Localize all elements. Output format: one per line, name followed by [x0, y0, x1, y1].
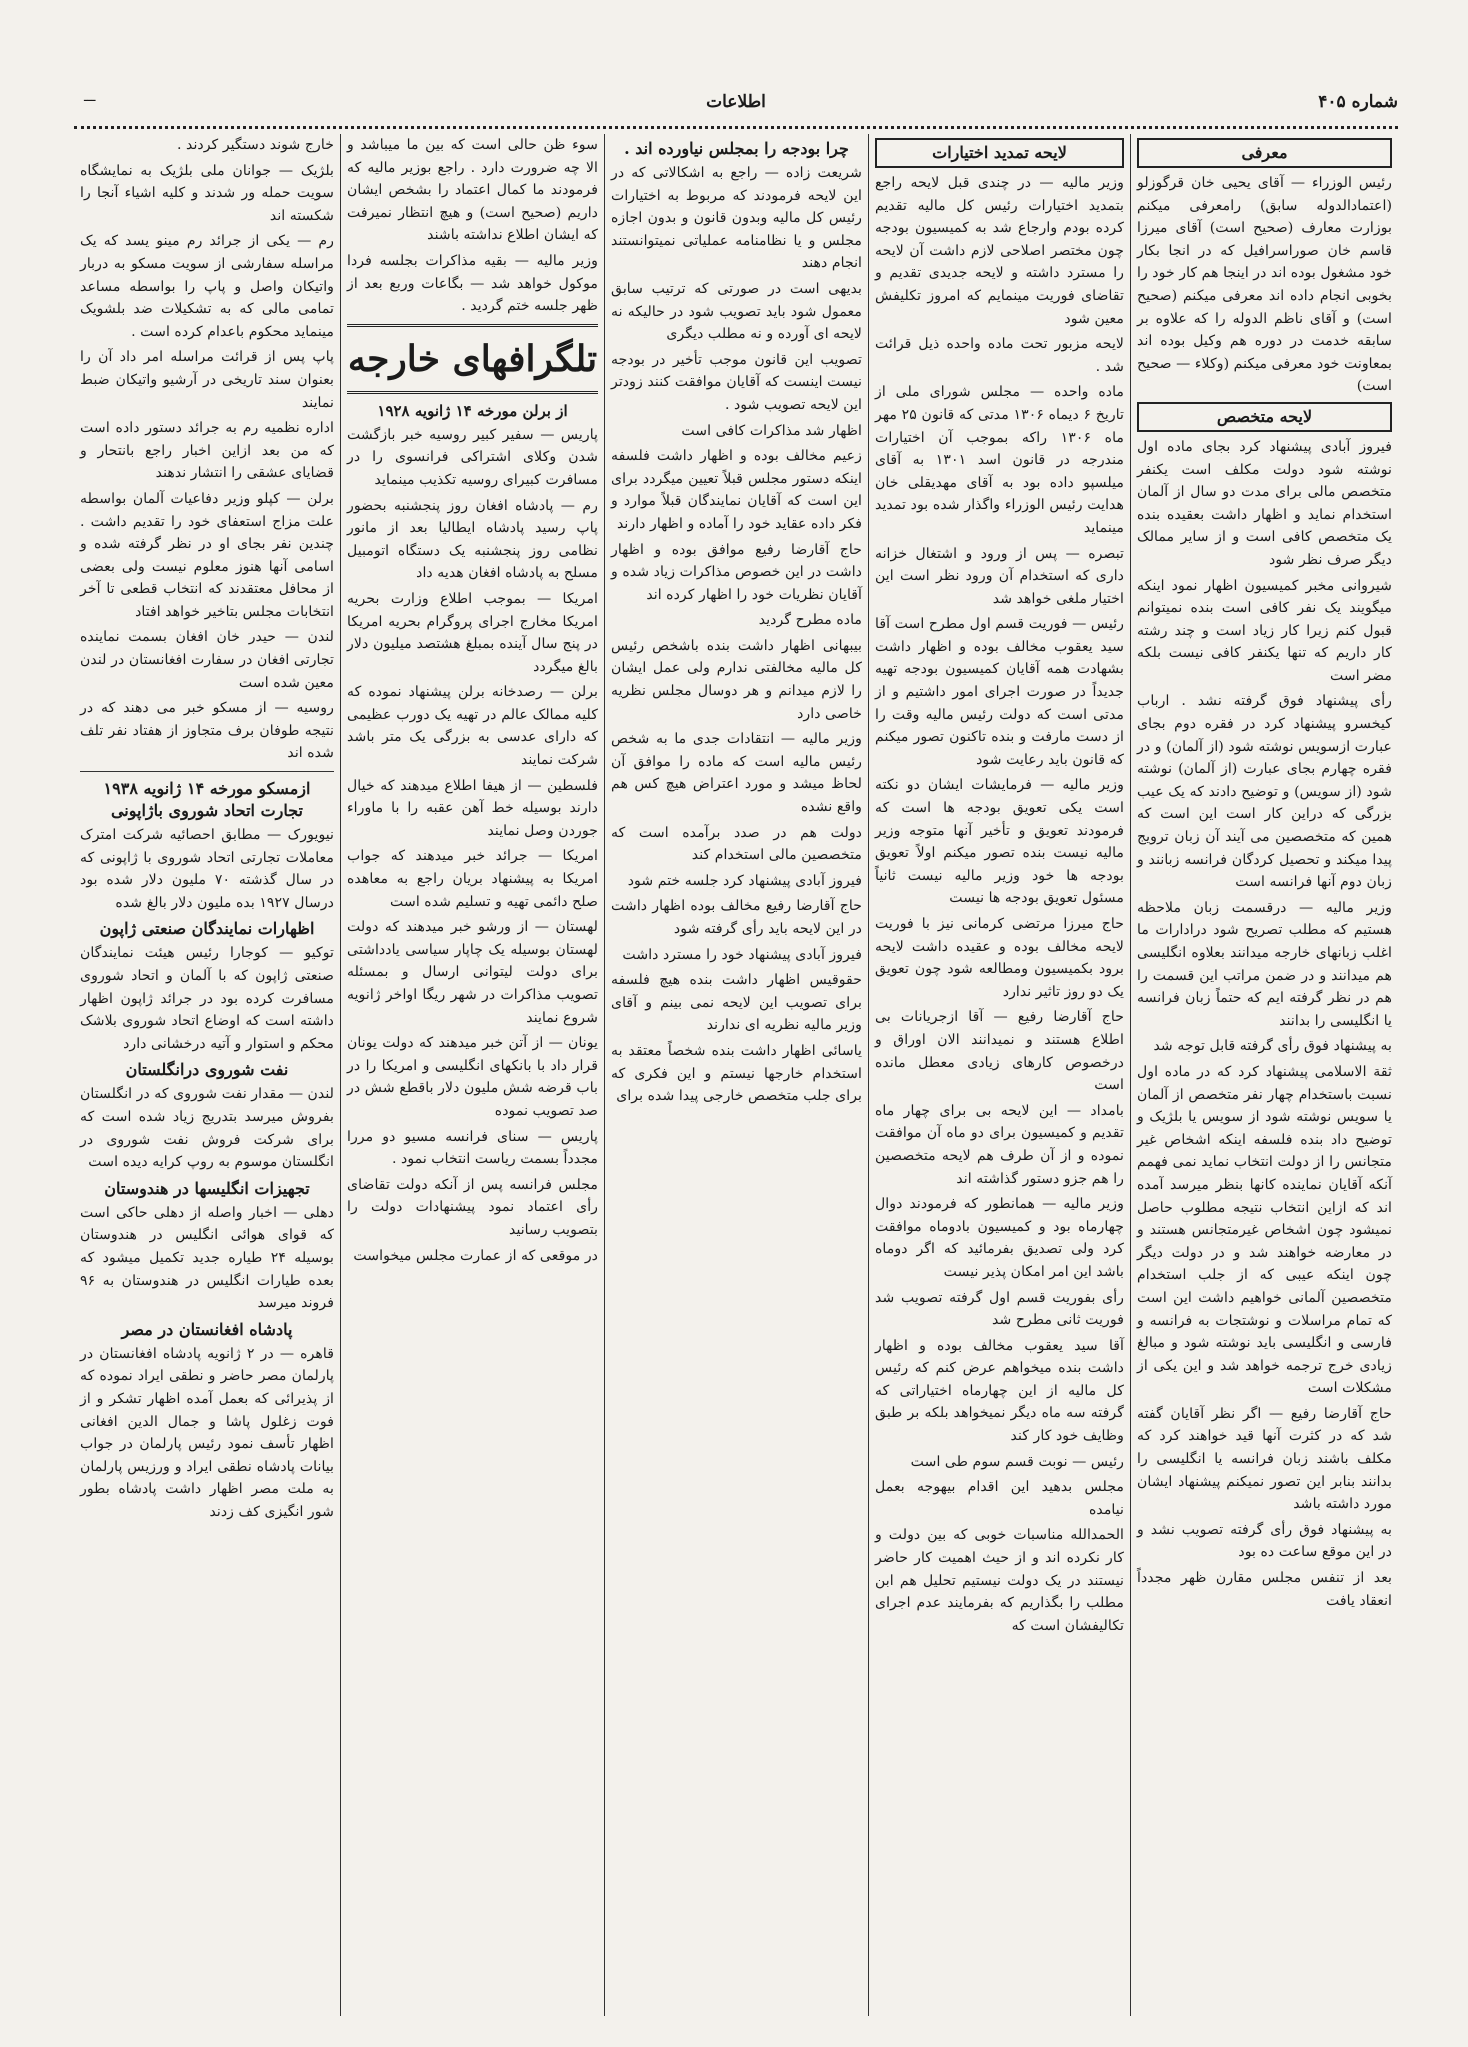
heading-moscow-trade: ازمسکو مورخه ۱۴ ژانویه ۱۹۳۸ تجارت اتحاد شوروی باژاپونی	[103, 779, 311, 821]
paragraph: رأی پیشنهاد فوق گرفته نشد . ارباب کیخسرو پیشنهاد کرد در فقره دوم بجای عبارت ازسویس نوشته شود (از آلمان) و در فقره چهارم بجای عبارت (از آلمان) نوشته شود (از سویس) و توضیح دادند که یک عیب بزرگی که دراین کار است این است که همین که متخصصین می آیند آن زبان ترویج پیدا میکند و تحصیل کردگان فرانسه زبانند و زبان دوم آنها فرانسه است	[1137, 693, 1392, 891]
paragraph: لندن — مقدار نفت شوروی که در انگلستان بفروش میرسد بتدریج زیاد شده است که برای شرکت فروش نفت شوروی در انگلستان موسوم به روپ کرایه دیده است	[80, 1086, 334, 1171]
paragraph: تصویب این قانون موجب تأخیر در بودجه نیست اینست که آقایان موافقت کنند زودتر این لایحه تصویب شود .	[611, 351, 862, 413]
paragraph: ثقة الاسلامی پیشنهاد کرد که در ماده اول نسبت باستخدام چهار نفر متخصص از آلمان یا سویس نوشته شود از سویس یا بلژیک و توضیح داد بنده فلسفه اینکه اشخاص غیر متجانس را از دولت انتخاب نماید نمی فهمم آنکه آقایان نماینده کانها بنظر میرسد آمده اند که ازاین انتخاب نتیجه مطلوب حاصل نمیشود چون اشخاص غیرمتجانس هستند و در معارضه خواهند شد و در دولت دیگر چون اینکه عیبی که از جلب استخدام متخصصین آلمانی خواهیم داشت این است که تمام مراسلات و نوشتجات به فرانسه و فارسی و انگلیسی باید نوشته شود و مبالغ زیادی خرج ترجمه خواهد شد و این یکی از مشکلات است	[1137, 1063, 1392, 1397]
paragraph: بعد از تنفس مجلس مقارن ظهر مجدداً انعقاد یافت	[1137, 1570, 1392, 1609]
paragraph: لهستان — از ورشو خبر میدهند که دولت لهستان بوسیله یک چاپار سیاسی یادداشتی برای دولت لیتوانی ارسال و بمسئله تصویب مذاکرات در شهر ریگا اواخر ژانویه شروع نمایند	[347, 919, 598, 1026]
paragraph: اظهار شد مذاکرات کافی است	[681, 422, 862, 439]
paragraph: قاهره — در ۲ ژانویه پادشاه افغانستان در پارلمان مصر حاضر و نطقی ایراد نموده که از پذیرائی که بعمل آمده اظهار تشکر و از فوت زغلول پاشا و جمال الدین افغانی اظهار تأسف نمود رئیس پارلمان در جواب بیانات پادشاه نطقی ایراد و ورزیس پارلمان به ملت مصر اظهار داشت پادشاه بطور شور انگیزی کف زدند	[80, 1345, 334, 1520]
paragraph: لایحه مزبور تحت ماده واحده ذیل قرائت شد .	[875, 336, 1124, 375]
paragraph: وزیر مالیه — انتقادات جدی ما به شخص رئیس مالیه است که ماده را موافق آن لحاظ میشد و مورد اعتراض هیچ کس هم واقع نشده	[611, 731, 862, 816]
column-1	[1130, 134, 1398, 2016]
paragraph: بدیهی است در صورتی که ترتیب سابق معمول شود باید تصویب شود در حالیکه نه لایحه ای آورده و نه مطلب دیگری	[611, 280, 862, 343]
paragraph: رئیس — فوریت قسم اول مطرح است آقا سید یعقوب مخالف بوده و اظهار داشت بشهادت همه آقایان کمیسیون بودجه تهیه جدیداً در صورت اجرای امور داشتیم و از مدتی است که دولت رئیس مالیه وقت را از دست مارفت و بنده تاکنون تصور میکنم که قانون باید رعایت شود	[875, 616, 1124, 768]
paragraph: در موقعی که از عمارت مجلس میخواست	[353, 1247, 598, 1264]
paragraph: پاریس — سفیر کبیر روسیه خبر بازگشت شدن وکلای اشتراکی فرانسوی را در مسافرت کبیرای روسیه تکذیب مینماید	[347, 426, 598, 488]
paragraph: فلسطین — از هیفا اطلاع میدهند که خیال دارند بوسیله خط آهن عقبه را با ماوراء جوردن وصل نمایند	[347, 777, 598, 839]
paragraph: خارج شوند دستگیر کردند .	[177, 137, 334, 153]
paragraph: امریکا — بموجب اطلاع وزارت بحریه امریکا مخارج اجرای پروگرام بحریه امریکا در پنج سال آینده بمبلغ هشتصد میلیون دلار بالغ میگردد	[347, 590, 598, 675]
heading-foreign-telegrams: تلگرافهای خارجه	[347, 324, 598, 394]
heading-marefi: معرفی	[1137, 138, 1392, 168]
paragraph: فیروز آبادی پیشنهاد کرد بجای ماده اول نوشته شود دولت مکلف است یکنفر متخصص مالی برای مدت دو سال از آلمان استخدام نماید و اظهار داشت بعقیده بنده یک متخصص کافی است و از سایر ممالک دیگر صرف نظر شود	[1137, 438, 1392, 568]
paragraph: مجلس فرانسه پس از آنکه دولت تقاضای رأی اعتماد نمود پیشنهادات دولت را بتصویب رسانید	[347, 1176, 598, 1238]
heading-berlin-date: از برلن مورخه ۱۴ ژانویه ۱۹۲۸	[377, 401, 568, 420]
heading-soviet-oil: نفت شوروی درانگلستان	[125, 1060, 289, 1080]
paper-name: اطلاعات	[706, 92, 766, 112]
paragraph: برلن — کپلو وزیر دفاعیات آلمان بواسطه علت مزاج استعفای خود را تقدیم داشت . چندین نفر بجای او در نظر گرفته شده و اسامی آنها هنوز معلوم نیست ولی بعضی از محافل معتقدند که انتخاب قطعی تا آخر انتخابات مجلس بتاخیر خواهد افتاد	[80, 490, 334, 620]
paragraph: وزیر مالیه — همانطور که فرمودند دوال چهارماه بود و کمیسیون بادوماه موافقت کرد ولی تصدیق بفرمائید که اگر دوماه باشد این امر امکان پذیر نیست	[875, 1196, 1124, 1280]
paragraph: رئیس — نوبت قسم سوم طی است	[910, 1453, 1124, 1470]
column-4	[340, 134, 604, 2016]
paragraph: الحمدالله مناسبات خوبی که بین دولت و کار نکرده اند و از حیث اهمیت کار حاضر نیستند در یک دولت نیستیم تحلیل هم ابن مطلب را بگذاریم که بفرمایند عدم اجرای تکالیفشان است که	[875, 1527, 1124, 1634]
paragraph: نیویورک — مطابق احصائیه شرکت امترک معاملات تجارتی اتحاد شوروی با ژاپونی که در سال گذشته ۷۰ ملیون دلار شده بود درسال ۱۹۲۷ بده ملیون دلار بالغ شده	[80, 827, 334, 911]
paragraph: حاج آقارضا رفیع مخالف بوده اظهار داشت در این لایحه باید رأی گرفته شود	[611, 898, 862, 937]
paragraph: وزیر مالیه — بقیه مذاکرات بجلسه فردا موکول خواهد شد — بگاعات وربع بعد از ظهر جلسه ختم گردید .	[347, 252, 598, 315]
paragraph: ماده مطرح گردید	[758, 612, 862, 629]
paragraph: زعیم مخالف بوده و اظهار داشت فلسفه اینکه دستور مجلس قبلاً تعیین میگردد برای این است که آقایان نمایندگان قبلاً موارد و فکر داده عقاید خود را آماده و اظهار دارند	[611, 448, 862, 532]
paragraph: برلن — رصدخانه برلن پیشنهاد نموده که کلیه ممالک عالم در تهیه یک دورب عظیمی که دارای عدسی به بزرگی یک متر باشد شرکت نمایند	[347, 684, 598, 769]
heading-afghan-king-egypt: پادشاه افغانستان در مصر	[121, 1319, 293, 1339]
paragraph: حاج آقارضا رفیع موافق بوده و اظهار داشت در این خصوص مذاکرات زیاد شده و آقایان نظریات خود را اظهار کرده اند	[611, 541, 862, 603]
paragraph: مجلس بدهید این اقدام بیهوجه بعمل نیامده	[875, 1479, 1124, 1518]
paragraph: وزیر مالیه — درقسمت زبان ملاحظه هستیم که مطلب تصریح شود درادارات ما اغلب زبانهای خارجه میدانند بعلاوه انگلیسی هم میدانند و در ضمن مراتب این قسمت را هم در نظر گرفته ایم که حتماً زبان فرانسه یا انگلیسی را بدانند	[1137, 899, 1392, 1029]
masthead	[74, 86, 1398, 129]
paragraph: آقا سید یعقوب مخالف بوده و اظهار داشت بنده میخواهم عرض کنم که رئیس کل مالیه از این چهارماه اختیاراتی که گرفته سه ماه دیگر نمیخواهد بلکه بر طبق وظایف خود کار کند	[875, 1337, 1124, 1445]
column-5	[74, 134, 340, 2016]
paragraph: توکیو — کوجارا رئیس هیئت نمایندگان صنعتی ژاپون که با آلمان و اتحاد شوروی مسافرت کرده بود در جرائد ژاپون اظهار داشته است که اوضاع اتحاد شوروی بلاشک محکم و استوار و آتیه درخشانی دارد	[80, 945, 334, 1052]
paragraph: دولت هم در صدد برآمده است که متخصصین مالی استخدام کند	[611, 824, 862, 864]
column-2	[868, 134, 1130, 2016]
heading-motakhasses: لایحه متخصص	[1137, 402, 1392, 432]
paragraph: فیروز آبادی پیشنهاد کرد جلسه ختم شود	[627, 872, 862, 889]
paragraph: حاج میرزا مرتضی کرمانی نیز با فوریت لایحه مخالف بوده و عقیده داشت لایحه برود بکمیسیون ومطالعه شود چون تعویق یک دو روز تاثیر ندارد	[875, 916, 1124, 1000]
column-3	[604, 134, 868, 2016]
paragraph: اداره نظمیه رم به جرائد دستور داده است که من بعد ازاین اخبار راجع بانتحار و قضایای عشقی را انتشار ندهند	[80, 420, 334, 482]
paragraph: به پیشنهاد فوق رأی گرفته قابل توجه شد	[1153, 1038, 1392, 1055]
columns	[74, 134, 1398, 2016]
paragraph: شریعت زاده — راجع به اشکالاتی که در این لایحه فرمودند که مربوط به اختیارات رئیس کل مالیه وبدون قانون و بدون اجازه مجلس و یا نظامنامه عملیاتی نمیتوانستند انجام دهند	[611, 165, 862, 272]
masthead-mark: ـــ	[84, 90, 96, 105]
paragraph: رئیس الوزراء — آقای یحیی خان قرگوزلو (اعتمادالدوله سابق) رامعرفی میکنم بوزارت معارف (صحیح است) آقای میرزا قاسم خان صوراسرافیل که در انجا بکار خود مشغول بوده اند در اینجا هم کار خود را بخوبی انجام داده اند معرفی میکنم (صحیح است) و آقای ناظم الدوله را که علاوه بر سابقه خدمت در دوره هم وکیل بوده اند بمعاونت خود معرفی میکنم (وکلاء — صحیح است)	[1137, 175, 1392, 395]
paragraph: ماده واحده — مجلس شورای ملی از تاریخ ۶ دیماه ۱۳۰۶ مدتی که قانون ۲۵ مهر ماه ۱۳۰۶ راکه بموجب آن اختیارات مندرجه در قانون اسد ۱۳۰۱ به آقای میلسپو داده بود به آقای مهدیقلی خان هدایت رئیس الوزراء واگذار شده بود تمدید مینماید	[875, 384, 1125, 536]
newspaper-page	[74, 86, 1398, 2016]
paragraph: رم — پادشاه افغان روز پنجشنبه بحضور پاپ رسید پادشاه ایطالیا بعد از مانور نظامی روز پنجشنبه یک دستگاه اتومبیل مسلح به پادشاه افغان هدیه داد	[347, 497, 598, 582]
paragraph: یاسائی اظهار داشت بنده شخصاً معتقد به استخدام خارجها نیستم و این فکری که برای جلب متخصص خارجی پیدا شده برای	[611, 1042, 862, 1105]
paragraph: دهلی — اخبار واصله از دهلی حاکی است که قوای هوائی انگلیس در هندوستان بوسیله ۲۴ طیاره جدید تکمیل میشود که بعده طیارات انگلیس در هندوستان به ۹۶ فروند میرسد	[80, 1204, 334, 1312]
paragraph: یونان — از آتن خبر میدهند که دولت یونان قرار داد با بانکهای انگلیسی و امریکا را در باب قرضه شش ملیون دلار باقطع شش در صد تصویب نموده	[347, 1035, 598, 1119]
paragraph: فیروز آبادی پیشنهاد خود را مسترد داشت	[622, 946, 862, 963]
paragraph: پاپ پس از قرائت مراسله امر داد آن را بعنوان سند تاریخی در آرشیو واتیکان ضبط نمایند	[80, 349, 334, 411]
paragraph: امریکا — جرائد خبر میدهند که جواب امریکا به پیشنهاد بریان راجع به معاهده صلح دائمی تهیه و تسلیم شده است	[347, 848, 598, 910]
paragraph: بامداد — این لایحه بی برای چهار ماه تقدیم و کمیسیون برای دو ماه آن موافقت نموده و از آن طرف هم لایحه متخصصین را هم جزو دستور گذاشته اند	[875, 1102, 1124, 1187]
paragraph: سوء ظن حالی است که بین ما میباشد و الا چه ضرورت دارد . راجع بوزیر مالیه که فرمودند ما کمال اعتماد را بشخص ایشان داریم (صحیح است) و هیچ انتظار نمیرفت که ایشان اطلاع نداشته باشند	[347, 137, 598, 244]
paragraph: تبصره — پس از ورود و اشتغال خزانه داری که استخدام آن ورود نظر است این اختیار ملغی خواهد شد	[875, 545, 1124, 607]
paragraph: روسیه — از مسکو خبر می دهند که در نتیجه طوفان برف متجاوز از هفتاد نفر تلف شده اند	[80, 700, 334, 762]
paragraph: حاج آقارضا رفیع — اگر نظر آقایان گفته شد که در کثرت آنها قید خواهند کرد که مکلف باشند زبان فرانسه یا انگلیسی را بدانند بنابر این تصور نمیکنم پیشنهاد ایشان مورد داشته باشد	[1137, 1405, 1392, 1513]
paragraph: حاج آقارضا رفیع — آقا ازجریانات بی اطلاع هستند و نمیدانند الان اوراق و درخصوص کارهای زیادی معطل مانده است	[875, 1009, 1124, 1094]
heading-budget: چرا بودجه را بمجلس نیاورده اند .	[624, 139, 849, 158]
paragraph: به پیشنهاد فوق رأی گرفته تصویب نشد و در این موقع ساعت ده بود	[1137, 1521, 1392, 1561]
heading-india-equipment: تجهیزات انگلیسها در هندوستان	[104, 1178, 310, 1198]
paragraph: رأی بفوریت قسم اول گرفته تصویب شد فوریت ثانی مطرح شد	[875, 1289, 1124, 1329]
divider	[80, 771, 334, 772]
heading-tamdid: لایحه تمدید اختیارات	[875, 138, 1124, 168]
issue-number: شماره ۴۰۵	[1318, 92, 1398, 112]
paragraph: لندن — حیدر خان افغان بسمت نماینده تجارتی افغان در سفارت افغانستان در لندن معین شده است	[80, 629, 334, 691]
paragraph: حقوقیس اظهار داشت بنده هیچ فلسفه برای تصویب این لایحه نمی بینم و آقای وزیر مالیه نظریه ای ندارند	[611, 972, 862, 1034]
paragraph: وزیر مالیه — فرمایشات ایشان دو نکته است یکی تعویق بودجه ها است که فرمودند تعویق و تأخیر آنها متوجه وزیر مالیه نیست بنده تصور میکنم اولاً تعویق بودجه ها خود وزیر مالیه نیست ثانیاً مسئول تعویق بودجه ها نیست	[875, 777, 1124, 907]
paragraph: شیروانی مخبر کمیسیون اظهار نمود اینکه میگویند یک نفر کافی است بنده نمیتوانم قبول کنم زیرا کار زیاد است و چند رشته کار داریم که تنها یکنفر کافی نیست بلکه مضر است	[1137, 577, 1392, 684]
paragraph: رم — یکی از جرائد رم مینو یسد که یک مراسله سفارشی از سویت مسکو به دربار واتیکان واصل و پاپ را بواسطه مساعد تمامی مالی که به تشکیلات ضد بلشویک مینماید محکوم باعدام کرده است .	[80, 233, 334, 340]
heading-japan-delegates: اظهارات نمایندگان صنعتی ژاپون	[99, 919, 315, 939]
paragraph: بیبهانی اظهار داشت بنده باشخص رئیس کل مالیه مخالفتی ندارم ولی عمل ایشان را لازم میدانم و هر دوسال مجلس نظریه خاصی دارد	[611, 637, 862, 722]
paragraph: پاریس — سنای فرانسه مسیو دو مررا مجدداً بسمت ریاست انتخاب نمود .	[347, 1128, 598, 1168]
paragraph: وزیر مالیه — در چندی قبل لایحه راجع بتمدید اختیارات رئیس کل مالیه تقدیم کرده بودم وارجاع شد به کمیسیون بودجه چون مختصر اصلاحی لازم داشت آن لایحه را مسترد داشته و لایحه جدیدی تقدیم و تقاضای فوریت مینمایم که امروز تکلیفش معین شود	[875, 175, 1124, 327]
paragraph: بلژیک — جوانان ملی بلژیک به نمایشگاه سویت حمله ور شدند و کلیه اشیاء آنجا را شکسته اند	[80, 162, 334, 224]
